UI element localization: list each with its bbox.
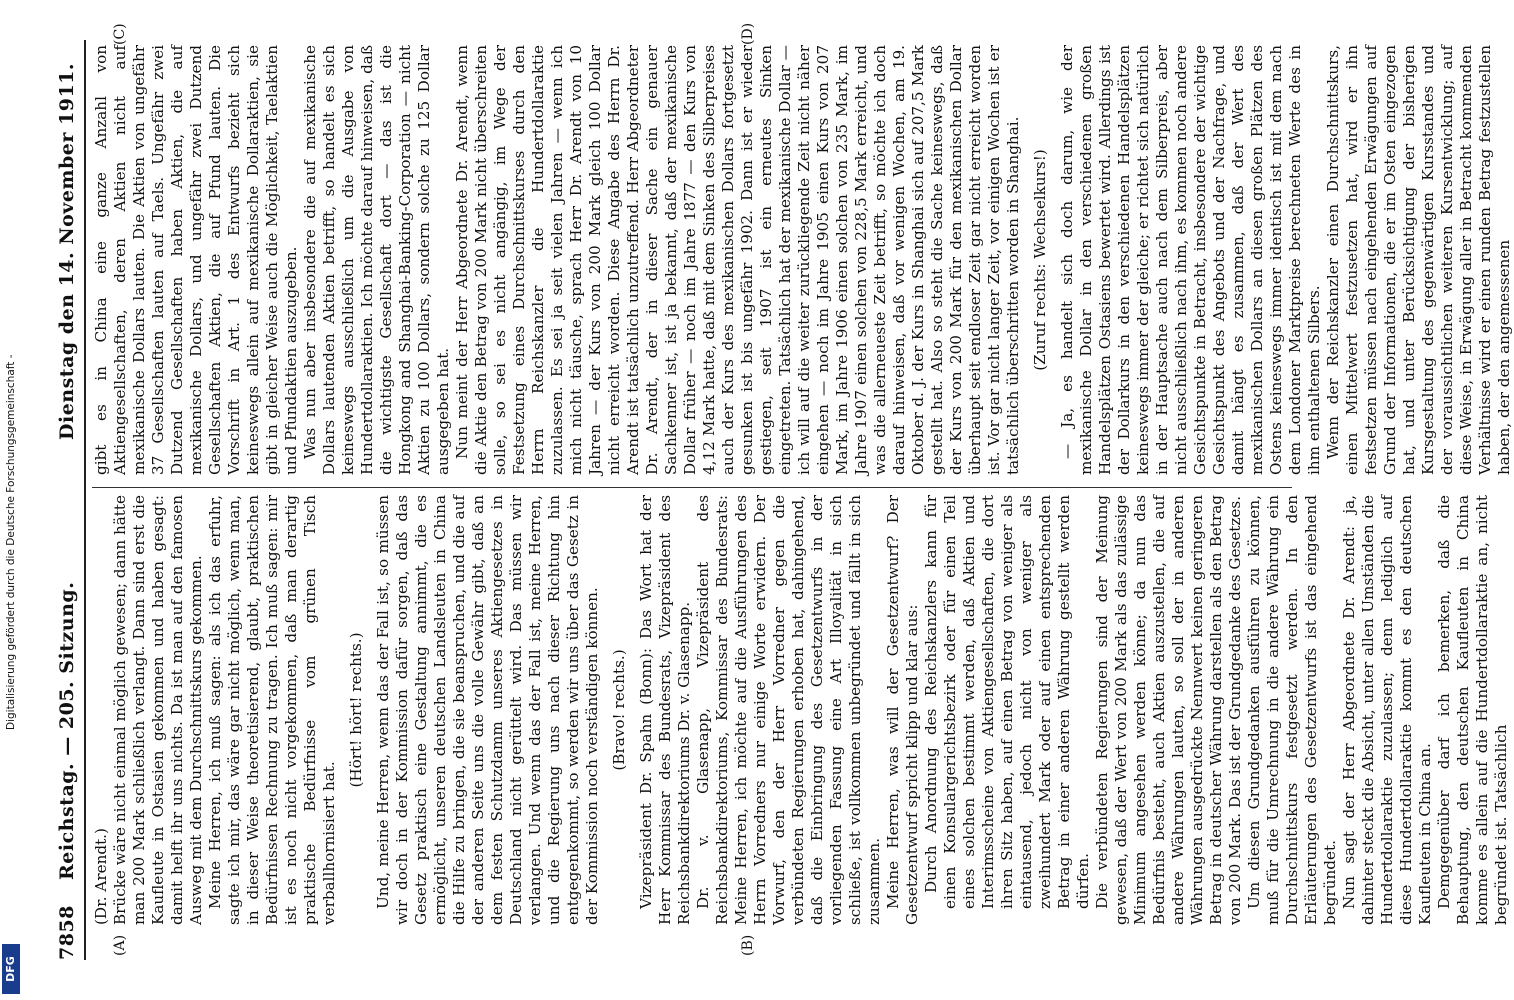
interjection: (Hört! hört! rechts.) xyxy=(347,632,365,788)
credit-text: Digitalisierung gefördert durch die Deutsche Forschungsgemeinschaft - xyxy=(5,354,17,730)
paragraph: Vizepräsident Dr. Spahn (Bonn): Das Wort hat der Herr Kommissar des Bundesrats, Vizepräsident des Reichsbankdirektoriums Dr. v. Glasenapp. xyxy=(637,495,693,925)
paragraph: Nun sagt der Herr Abgeordnete Dr. Arendt: ja, dahinter steckt die Absicht, unter allen Umständen die Hundertdollaraktie zuzulassen; denn lediglich auf diese Hundertdollaraktie kommt es den deutschen Kaufleuten in China an. xyxy=(1340,495,1434,925)
paragraph: Nun meint der Herr Abgeordnete Dr. Arendt, wenn die Aktie den Betrag von 200 Mark nicht überschreiten solle, so sei es nicht angängig, im Wege der Festsetzung eines Durchschnittskurses durch den Herrn Reichskanzler die Hundertdollaraktie zuzulassen. Es sei ja seit vielen Jahren — wenn ich mich nicht täusche, sprach Herr Dr. Arendt von 10 Jahren — der Kurs von 200 Mark gleich 100 Dollar nicht erreicht worden. Diese Angabe des Herrn Dr. Arendt ist tatsächlich unzutreffend. Herr Abgeordneter Dr. Arendt, der in dieser Sache ein genauer Sachkenner ist, ist ja bekannt, daß der mexikanische Dollar früher — noch im Jahre 1877 — den Kurs von 4,12 Mark hatte, daß mit dem Sinken des Silberpreises auch der Kurs des mexikanischen Dollars fortgesetzt gesunken ist bis ungefähr 1902. Dann ist er wieder gestiegen, seit 1907 ist ein erneutes Sinken eingetreten. Tatsächlich hat der mexikanische Dollar — ich will auf die weiter zurückliegende Zeit nicht näher eingehen — noch im Jahre 1905 einen Kurs von 207 Mark, im Jahre 1906 einen solchen von 235 Mark, im Jahre 1907 einen solchen von 228,5 Mark erreicht, und was die allerneueste Zeit betrifft, so möchte ich doch darauf hinweisen, daß vor wenigen Wochen, am 19. Oktober d. J. der Kurs in Shanghai sich auf 207,5 Mark gestellt hat. Also so steht die Sache keineswegs, daß der Kurs von 200 Mark für den mexikanischen Dollar überhaupt seit endloser Zeit gar nicht erreicht worden ist. Vor gar nicht langer Zeit, vor einigen Wochen ist er tatsächlich überschritten worden in Shanghai. xyxy=(453,45,1022,475)
paragraph: Dr. v. Glasenapp, Vizepräsident des Reichsbankdirektoriums, Kommissar des Bundesrats: Meine Herren, ich möchte auf die Ausführungen des Herrn Vorredners nur einige Worte erwidern. Der Vorwurf, den der Herr Vorredner gegen die verbündeten Regierungen erhoben hat, dahingehend, daß die Einbringung des Gesetzentwurfs in der vorliegenden Fassung eine Art Illoyalität in sich schließe, ist vollkommen unbegründet und fällt in sich zusammen. xyxy=(694,495,883,925)
paragraph: Meine Herren, was will der Gesetzentwurf? Der Gesetzentwurf spricht klipp und klar aus: xyxy=(884,495,921,925)
column-divider xyxy=(92,487,1292,488)
margin-marker-b: (B) xyxy=(740,934,756,956)
paragraph: — Ja, es handelt sich doch darum, wie der mexikanische Dollar in den verschiedenen großen Handelsplätzen Ostasiens bewertet wird. Allerdings ist der Dollarkurs in den verschiedenen Handelsplätzen keineswegs immer der gleiche; er richtet sich natürlich in der Hauptsache auch nach dem Silberpreis, aber nicht ausschließlich nach ihm, es kommen noch andere Gesichtspunkte in Betracht, insbesondere der wichtige Gesichtspunkt des Angebots und der Nachfrage, und damit hängt es zusammen, daß der Wert des mexikanischen Dollars an diesen großen Plätzen des Ostens keineswegs immer identisch ist mit dem nach dem Londoner Marktpreise berechneten Werte des in ihm enthaltenen Silbers. xyxy=(1058,45,1323,475)
margin-marker-a: (A) xyxy=(112,934,128,956)
paragraph: Demgegenüber darf ich bemerken, daß die Behauptung, den deutschen Kaufleuten in China komme es allein auf die Hundertdollaraktie an, nicht begründet ist. Tatsächlich xyxy=(1435,495,1510,925)
interjection: (Bravo! rechts.) xyxy=(610,649,628,771)
left-column xyxy=(92,495,1511,925)
paragraph: Und, meine Herren, wenn das der Fall ist, so müssen wir doch in der Kommission dafür sorgen, daß das Gesetz praktisch eine Gestaltung annimmt, die es ermöglicht, unseren deutschen Landsleuten in China die Hilfe zu bringen, die sie beanspruchen, und die auf der anderen Seite uns die volle Gewähr gibt, daß an dem festen Schutzdamm unseres Aktiengesetzes in Deutschland nicht gerüttelt wird. Das müssen wir verlangen. Und wenn das der Fall ist, meine Herren, und die Regierung uns nach dieser Richtung hin entgegenkommt, so werden wir uns über das Gesetz in der Kommission noch verständigen können. xyxy=(374,495,601,925)
page-header xyxy=(50,40,86,960)
paragraph: Wenn der Reichskanzler einen Durchschnittskurs, einen Mittelwert festzusetzen hat, wird er ihn festsetzen müssen nach eingehenden Erwägungen auf Grund der Informationen, die er im Osten eingezogen hat, und unter Berücksichtigung der bisherigen Kursgestaltung des gegenwärtigen Kursstandes und der voraussichtlichen weiteren Kursentwicklung; auf diese Weise, in Erwägung aller in Betracht kommenden Verhältnisse wird er einen runden Betrag festzustellen haben, der den angemessenen xyxy=(1324,45,1513,475)
margin-marker-c: (C) xyxy=(112,23,128,45)
digitization-credit xyxy=(0,0,22,1000)
dfg-logo: DFG xyxy=(2,944,20,994)
right-column xyxy=(92,45,1514,475)
paragraph: Die verbündeten Regierungen sind der Meinung gewesen, daß der Wert von 200 Mark als das zulässige Minimum angesehen werden könne; da nun das Bedürfnis besteht, auch Aktien auszustellen, die auf andere Währungen lauten, so soll der in anderen Währungen ausgedrückte Nennwert keinen geringeren Betrag in deutscher Währung darstellen als den Betrag von 200 Mark. Das ist der Grundgedanke des Gesetzes. xyxy=(1093,495,1244,925)
speaker-note: (Dr. Arendt.) xyxy=(92,828,110,925)
paragraph: Meine Herren, ich muß sagen: als ich das erfuhr, sagte ich mir, das wäre gar nicht möglich, wenn man, in dieser Weise theoretisierend, glaubt, praktischen Bedürfnissen Rechnung zu tragen. Ich muß sagen: mir ist es noch nicht vorgekommen, daß man derartig praktische Bedürfnisse vom grünen Tisch verballhornisiert hat. xyxy=(206,495,338,925)
publication-title: Reichstag. — 205. Sitzung. xyxy=(56,581,78,880)
interjection: (Zuruf rechts: Wechselkurs!) xyxy=(1031,149,1049,371)
paragraph: Brücke wäre nicht einmal möglich gewesen; dann hätte man 200 Mark schließlich verlangt. Dann sind erst die Kaufleute in Ostasien gekommen und haben gesagt: damit helft ihr uns nichts. Da ist man auf den famosen Ausweg mit dem Durchschnittskurs gekommen. xyxy=(111,495,205,925)
session-date: Dienstag den 14. November 1911. xyxy=(56,62,78,440)
paragraph: Was nun aber insbesondere die auf mexikanische Dollars lautenden Aktien betrifft, so handelt es sich keineswegs ausschließlich um die Ausgabe von Hundertdollaraktien. Ich möchte darauf hinweisen, daß die wichtigste Gesellschaft dort — das ist die Hongkong and Shanghai-Banking-Corporation — nicht Aktien zu 100 Dollars, sondern solche zu 125 Dollar ausgegeben hat. xyxy=(301,44,452,475)
page-number: 7858 xyxy=(56,905,78,960)
paragraph: gibt es in China eine ganze Anzahl von Aktiengesellschaften, deren Aktien nicht auf mexikanische Dollars lauten. Die Aktien von ungefähr 37 Gesellschaften lauten auf Taels. Ungefähr zwei Dutzend Gesellschaften haben Aktien, die auf mexikanische Dollars, und ungefähr zwei Dutzend Gesellschaften Aktien, die auf Pfund lauten. Die Vorschrift in Art. 1 des Entwurfs bezieht sich keineswegs allein auf mexikanische Dollaraktien, sie gibt in gleicher Weise auch die Möglichkeit, Taelaktien und Pfundaktien auszugeben. xyxy=(92,45,300,475)
margin-marker-d: (D) xyxy=(740,22,756,45)
quoted-paragraph: Durch Anordnung des Reichskanzlers kann für einen Konsulargerichtsbezirk oder für einen Teil eines solchen bestimmt werden, daß Aktien und Interimsscheine von Aktiengesellschaften, die dort ihren Sitz haben, auf einen Betrag von weniger als eintausend, jedoch nicht von weniger als zweihundert Mark oder auf einen entsprechenden Betrag in einer anderen Währung gestellt werden dürfen. xyxy=(922,495,1092,909)
paragraph: Um diesen Grundgedanken ausführen zu können, muß für die Umrechnung in die andere Währung ein Durchschnittskurs festgesetzt werden. In den Erläuterungen des Gesetzentwurfs ist das eingehend begründet. xyxy=(1245,495,1339,925)
